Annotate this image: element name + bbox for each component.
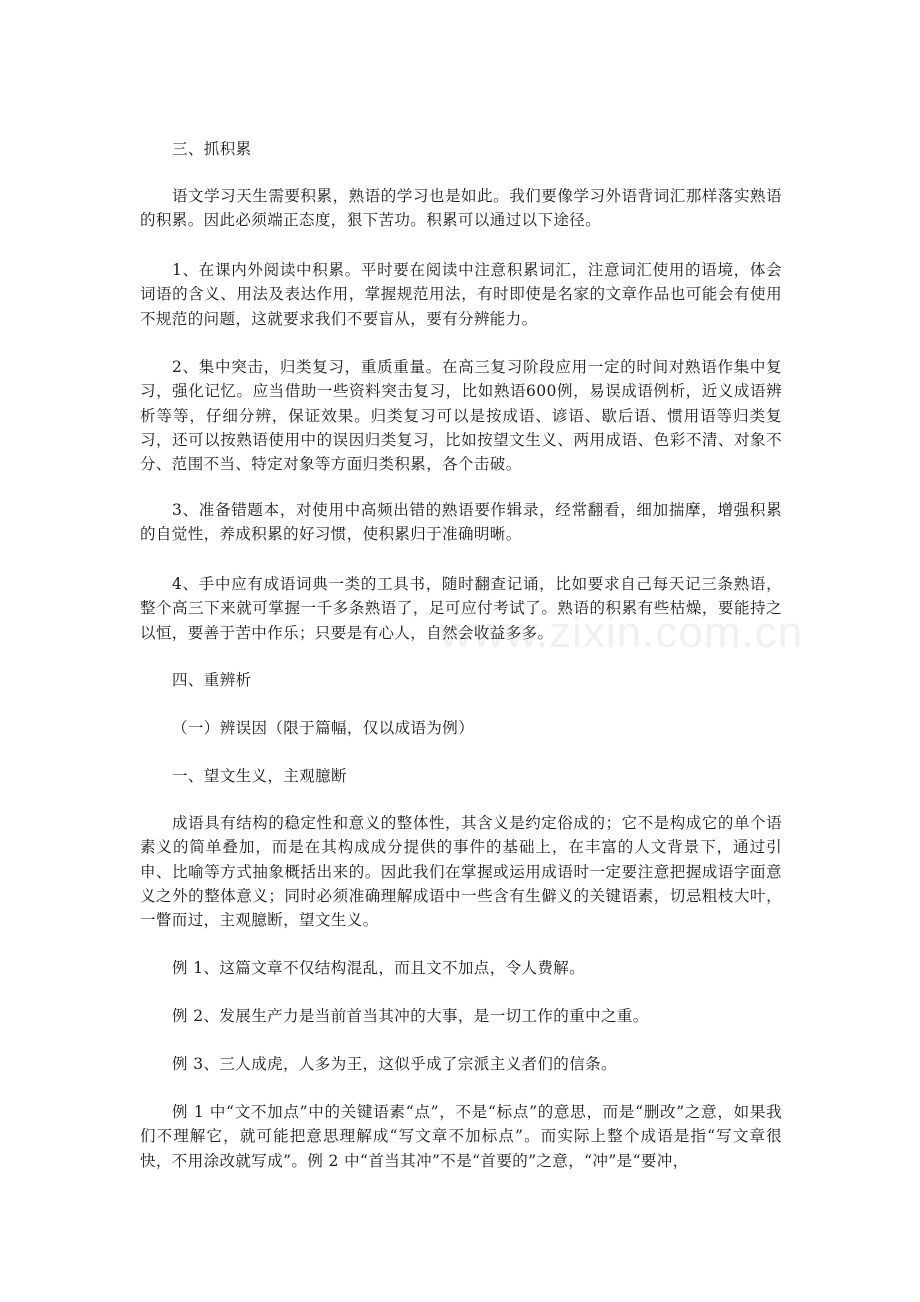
example-1: 例 1、这篇文章不仅结构混乱，而且文不加点，令人费解。 bbox=[172, 959, 586, 977]
accumulation-method-1: 1、在课内外阅读中积累。平时要在阅读中注意积累词汇，注意词汇使用的语境，体会词语的含义、用法及表达作用，掌握规范用法，有时即使是名家的文章作品也可能会有使用不规范的问题，这就要求我们不要盲从，要有分辨能力。 bbox=[140, 261, 782, 328]
error-type-one-title: 一、望文生义，主观臆断 bbox=[172, 767, 347, 785]
section-three-title: 三、抓积累 bbox=[172, 140, 252, 158]
accumulation-method-3: 3、准备错题本，对使用中高频出错的熟语要作辑录，经常翻看，细加揣摩，增强积累的自觉性，养成积累的好习惯，使积累归于准确明晰。 bbox=[140, 501, 782, 544]
section-three-intro: 语文学习天生需要积累，熟语的学习也是如此。我们要像学习外语背词汇那样落实熟语的积累。因此必须端正态度，狠下苦功。积累可以通过以下途径。 bbox=[140, 187, 782, 230]
accumulation-method-4: 4、手中应有成语词典一类的工具书，随时翻查记诵，比如要求自己每天记三条熟语，整个高三下来就可掌握一千多条熟语了，足可应付考试了。熟语的积累有些枯燥，要能持之以恒，要善于苦中作乐；只要是有心人，自然会收益多多。 bbox=[140, 575, 782, 642]
section-four-subtitle: （一）辨误因（限于篇幅，仅以成语为例） bbox=[172, 719, 475, 737]
example-3: 例 3、三人成虎，人多为王，这似乎成了宗派主义者们的信条。 bbox=[172, 1055, 617, 1073]
section-four-title: 四、重辨析 bbox=[172, 671, 252, 689]
accumulation-method-2: 2、集中突击，归类复习，重质重量。在高三复习阶段应用一定的时间对熟语作集中复习，强化记忆。应当借助一些资料突击复习，比如熟语600例，易误成语例析，近义成语辨析等等，仔细分辨，保证效果。归类复习可以是按成语、谚语、歇后语、惯用语等归类复习，还可以按熟语使用中的误因归类复习，比如按望文生义、两用成语、色彩不清、对象不分、范围不当、特定对象等方面归类积累，各个击破。 bbox=[140, 358, 782, 474]
watermark: www.zixin.com.cn bbox=[440, 608, 804, 657]
error-type-one-body: 成语具有结构的稳定性和意义的整体性，其含义是约定俗成的；它不是构成它的单个语素义的简单叠加，而是在其构成成分提供的事件的基础上，在丰富的人文背景下，通过引申、比喻等方式抽象概括出来的。因此我们在掌握或运用成语时一定要注意把握成语字面意义之外的整体意义；同时必须准确理解成语中一些含有生僻义的关键语素，切忌粗枝大叶，一瞥而过，主观臆断，望文生义。 bbox=[140, 814, 782, 930]
examples-analysis: 例 1 中“文不加点”中的关键语素“点”，不是“标点”的意思，而是“删改”之意，如果我们不理解它，就可能把意思理解成“写文章不加标点”。而实际上整个成语是指“写文章很快，不用涂改就写成”。例 2 中“首当其冲”不是“首要的”之意，“冲”是“要冲， bbox=[140, 1103, 782, 1170]
example-2: 例 2、发展生产力是当前首当其冲的大事，是一切工作的重中之重。 bbox=[172, 1007, 649, 1025]
